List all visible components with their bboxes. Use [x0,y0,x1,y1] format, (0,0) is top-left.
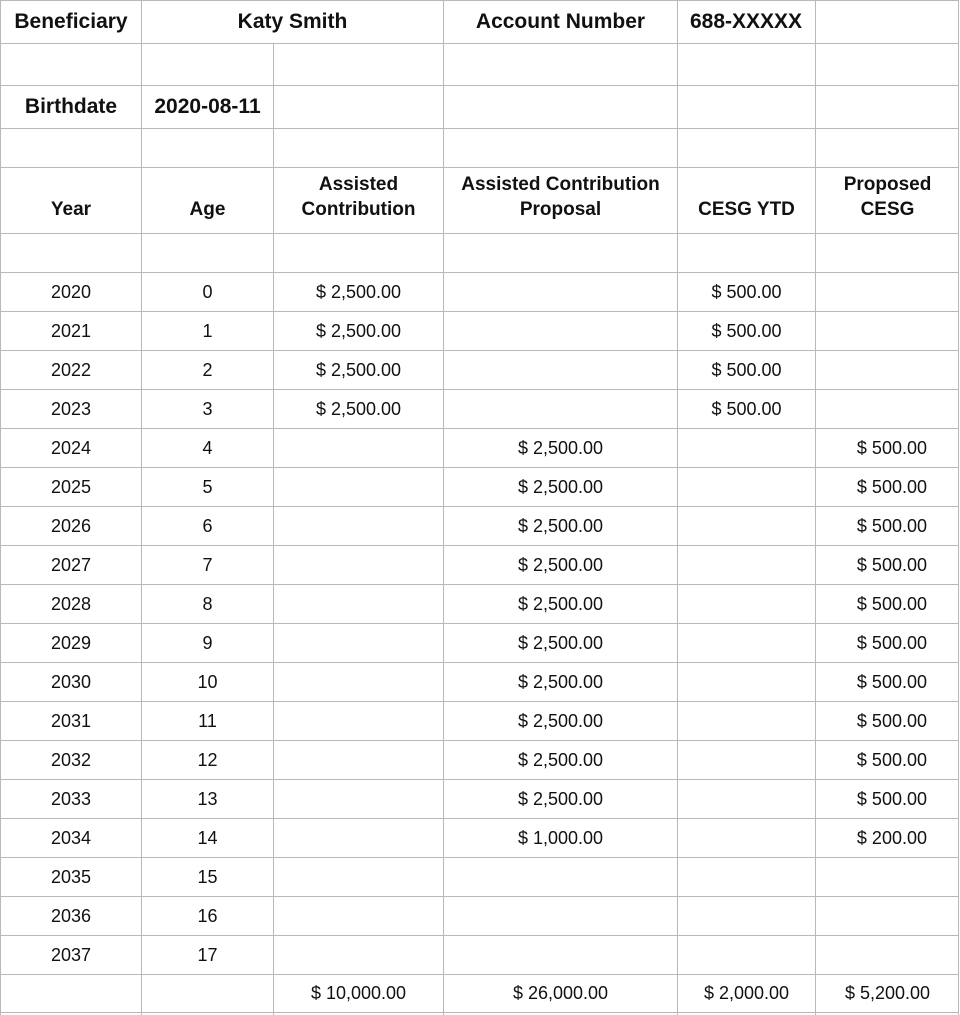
cell-assisted-contribution [274,429,443,467]
cell-age: 2 [202,359,213,380]
cell-assisted-contribution-proposal: $ 1,000.00 [517,827,604,848]
cell-cesg-ytd: $ 500.00 [711,359,782,380]
cell-assisted-contribution: $ 2,500.00 [315,398,402,419]
cell-cesg-ytd: $ 500.00 [711,320,782,341]
cell-cesg-ytd [678,936,815,974]
cell-age: 0 [202,281,213,302]
cell-assisted-contribution: $ 2,500.00 [315,359,402,380]
cell-assisted-contribution-proposal [444,858,677,896]
cell-proposed-cesg: $ 500.00 [856,515,927,536]
column-header-assisted-contribution-proposal: Assisted Contribution Proposal [461,173,660,221]
cell-proposed-cesg: $ 500.00 [856,749,927,770]
cell-assisted-contribution-proposal [444,312,677,350]
cell-assisted-contribution-proposal: $ 2,500.00 [517,554,604,575]
cell-assisted-contribution-proposal: $ 2,500.00 [517,476,604,497]
cell-assisted-contribution: $ 2,500.00 [315,320,402,341]
cell-assisted-contribution [274,507,443,545]
cell-cesg-ytd [678,819,815,857]
cell-year: 2030 [50,671,92,692]
cell-assisted-contribution [274,663,443,701]
total-assisted-contribution: $ 10,000.00 [310,982,407,1003]
cell-cesg-ytd [678,897,815,935]
cell-proposed-cesg: $ 500.00 [856,593,927,614]
cell-year: 2035 [50,866,92,887]
beneficiary-name: Katy Smith [237,10,348,33]
cell-age: 16 [197,905,218,926]
cell-year: 2023 [50,398,92,419]
cell-year: 2034 [50,827,92,848]
cell-assisted-contribution [274,585,443,623]
column-header-year: Year [50,199,92,221]
cell-year: 2028 [50,593,92,614]
cell-assisted-contribution: $ 2,500.00 [315,281,402,302]
cell-age: 11 [198,710,217,731]
cell-cesg-ytd [678,546,815,584]
cell-proposed-cesg [816,351,959,389]
cell-age: 1 [202,320,213,341]
cell-proposed-cesg: $ 500.00 [856,476,927,497]
cell-age: 7 [202,554,213,575]
cell-year: 2022 [50,359,92,380]
cell-assisted-contribution-proposal: $ 2,500.00 [517,671,604,692]
beneficiary-label: Beneficiary [14,10,128,33]
cell-assisted-contribution-proposal [444,273,677,311]
cell-age: 8 [202,593,213,614]
cell-age: 3 [202,398,213,419]
cell-cesg-ytd: $ 500.00 [711,281,782,302]
cell-proposed-cesg: $ 200.00 [856,827,927,848]
cell-assisted-contribution-proposal [444,897,677,935]
cell-cesg-ytd [678,780,815,818]
birthdate-label: Birthdate [24,95,118,118]
column-header-age: Age [189,199,226,221]
cell-age: 9 [202,632,213,653]
cell-proposed-cesg: $ 500.00 [856,554,927,575]
cell-proposed-cesg [816,936,959,974]
cell-cesg-ytd [678,663,815,701]
cell-proposed-cesg [816,312,959,350]
cell-assisted-contribution-proposal [444,351,677,389]
cell-cesg-ytd [678,585,815,623]
cell-year: 2027 [50,554,92,575]
cell-proposed-cesg: $ 500.00 [856,788,927,809]
cell-assisted-contribution-proposal: $ 2,500.00 [517,515,604,536]
total-cesg-ytd: $ 2,000.00 [703,982,790,1003]
cell-assisted-contribution [274,819,443,857]
cell-age: 14 [197,827,218,848]
cell-age: 13 [197,788,218,809]
cell-proposed-cesg [816,897,959,935]
cell-proposed-cesg: $ 500.00 [856,437,927,458]
cell-age: 5 [202,476,213,497]
cell-year: 2029 [50,632,92,653]
cell-assisted-contribution [274,780,443,818]
cell-assisted-contribution [274,546,443,584]
cell-year: 2037 [50,944,92,965]
cell-assisted-contribution [274,897,443,935]
cell-year: 2021 [50,320,92,341]
cell-year: 2025 [50,476,92,497]
cell-age: 12 [197,749,218,770]
cell-proposed-cesg: $ 500.00 [856,710,927,731]
account-number-value: 688-XXXXX [690,10,803,33]
cell-assisted-contribution-proposal: $ 2,500.00 [517,632,604,653]
cell-assisted-contribution [274,858,443,896]
cell-cesg-ytd [678,858,815,896]
cell-assisted-contribution-proposal: $ 2,500.00 [517,788,604,809]
birthdate-value: 2020-08-11 [154,95,261,118]
cell-proposed-cesg: $ 500.00 [856,632,927,653]
cell-proposed-cesg: $ 500.00 [856,671,927,692]
cell-year: 2024 [50,437,92,458]
account-number-label: Account Number [475,10,646,33]
cell-age: 15 [197,866,218,887]
cell-age: 17 [197,944,218,965]
column-header-assisted-contribution: Assisted Contribution [301,173,416,221]
cell-proposed-cesg [816,273,959,311]
cell-cesg-ytd [678,624,815,662]
cell-cesg-ytd [678,507,815,545]
cell-assisted-contribution-proposal: $ 2,500.00 [517,710,604,731]
column-header-cesg-ytd: CESG YTD [698,199,795,221]
cell-assisted-contribution [274,468,443,506]
cell-proposed-cesg [816,858,959,896]
total-assisted-contribution-proposal: $ 26,000.00 [512,982,609,1003]
cell-age: 10 [197,671,218,692]
cell-year: 2026 [50,515,92,536]
cell-age: 6 [202,515,213,536]
cell-assisted-contribution [274,624,443,662]
cell-assisted-contribution-proposal: $ 2,500.00 [517,593,604,614]
cell-assisted-contribution-proposal: $ 2,500.00 [517,749,604,770]
cell-assisted-contribution-proposal: $ 2,500.00 [517,437,604,458]
cell-cesg-ytd [678,741,815,779]
cell-cesg-ytd [678,702,815,740]
total-proposed-cesg: $ 5,200.00 [844,982,931,1003]
cell-cesg-ytd [678,468,815,506]
cell-year: 2020 [50,281,92,302]
cell-year: 2033 [50,788,92,809]
cell-assisted-contribution [274,702,443,740]
cell-year: 2036 [50,905,92,926]
cell-assisted-contribution [274,936,443,974]
cell-cesg-ytd [678,429,815,467]
cell-cesg-ytd: $ 500.00 [711,398,782,419]
cell-assisted-contribution-proposal [444,390,677,428]
cell-year: 2031 [50,710,92,731]
cell-age: 4 [202,437,213,458]
cell-proposed-cesg [816,390,959,428]
cell-assisted-contribution-proposal [444,936,677,974]
column-header-proposed-cesg: Proposed CESG [843,173,932,221]
cell-year: 2032 [50,749,92,770]
cell-assisted-contribution [274,741,443,779]
